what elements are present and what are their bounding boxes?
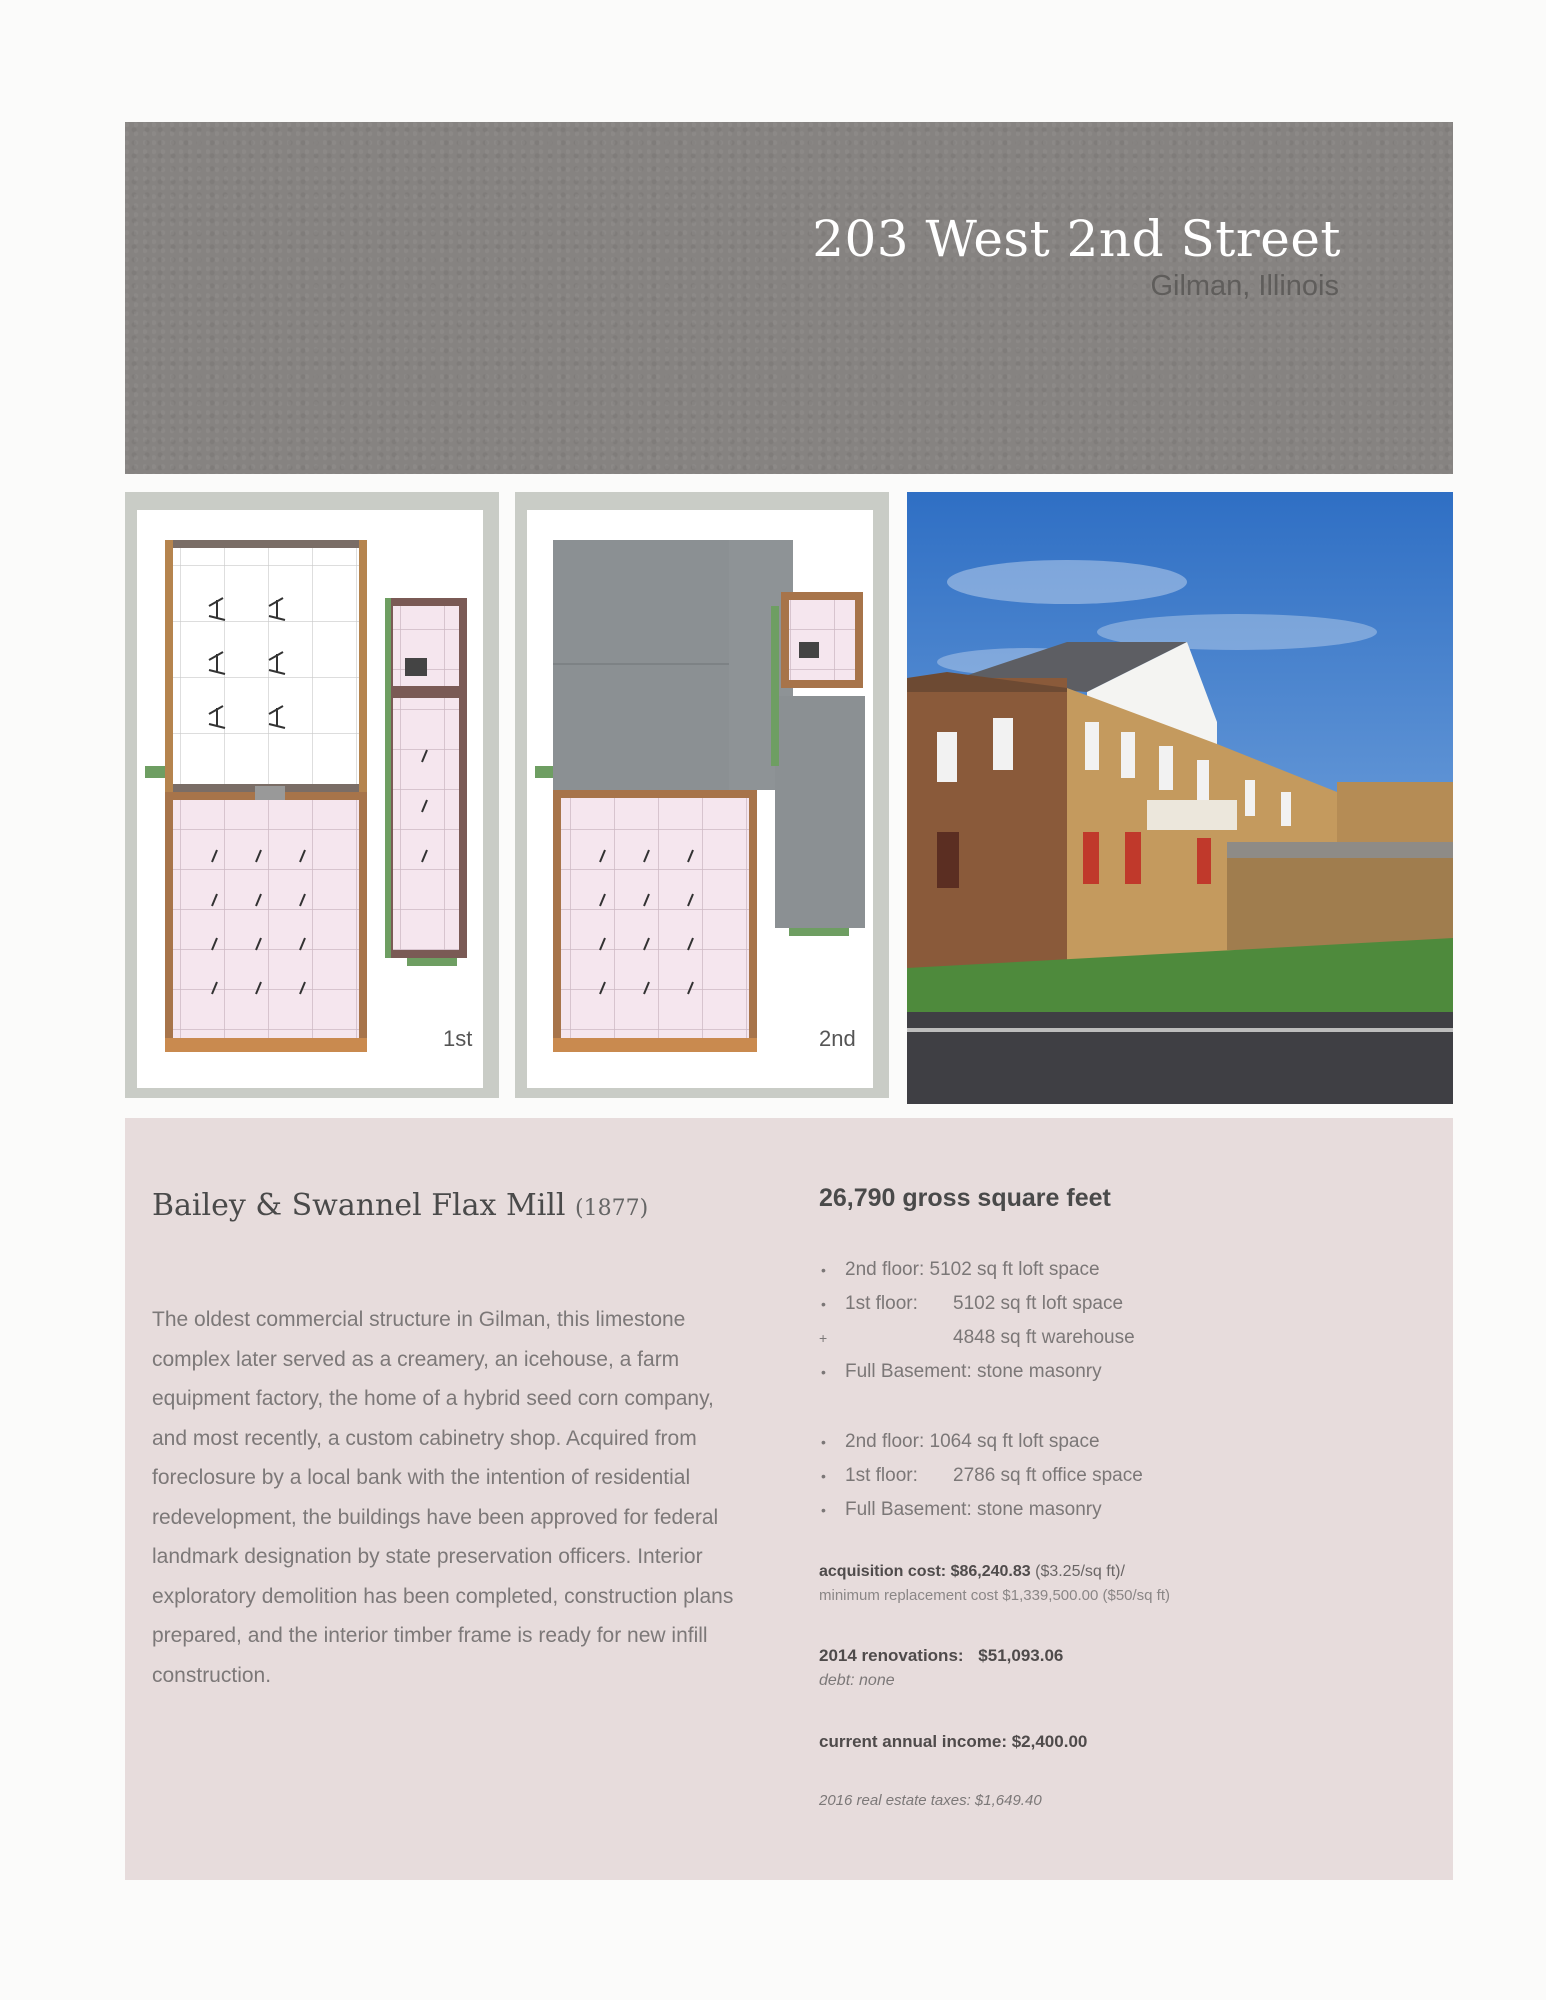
spec-text: Full Basement: stone masonry bbox=[845, 1499, 1102, 1520]
list-item bbox=[819, 1355, 1419, 1389]
spec-text: 2nd floor: 1064 sq ft loft space bbox=[845, 1431, 1100, 1452]
specs-column bbox=[819, 1184, 1419, 1809]
acquisition-label: acquisition cost: bbox=[819, 1563, 947, 1580]
floorplan-1st bbox=[125, 492, 499, 1098]
mill-heading bbox=[152, 1188, 648, 1223]
spec-label: 1st floor: bbox=[845, 1465, 918, 1486]
spec-text: Full Basement: stone masonry bbox=[845, 1361, 1102, 1382]
real-estate-taxes: 2016 real estate taxes: $1,649.40 bbox=[819, 1792, 1042, 1809]
spec-label: 1st floor: bbox=[845, 1293, 918, 1314]
spec-text: 4848 sq ft warehouse bbox=[953, 1327, 1135, 1348]
floorplan-1st-drawing bbox=[137, 510, 483, 1088]
gross-square-feet: 26,790 gross square feet bbox=[819, 1184, 1111, 1212]
mill-name: Bailey & Swannel Flax Mill bbox=[152, 1188, 566, 1223]
spec-text: 2nd floor: 5102 sq ft loft space bbox=[845, 1259, 1100, 1280]
spec-text: 2786 sq ft office space bbox=[953, 1465, 1143, 1486]
list-item bbox=[819, 1459, 1419, 1493]
floorplan-2nd-canvas bbox=[527, 510, 873, 1088]
acquisition-rate: ($3.25/sq ft)/ bbox=[1035, 1563, 1125, 1580]
spec-list-1 bbox=[819, 1253, 1419, 1389]
debt: debt: none bbox=[819, 1672, 895, 1689]
renovations bbox=[819, 1646, 1419, 1666]
list-item bbox=[819, 1253, 1419, 1287]
address-title: 203 West 2nd Street bbox=[812, 210, 1341, 268]
building-photo-drawing bbox=[907, 492, 1453, 1104]
spec-list-2 bbox=[819, 1425, 1419, 1527]
renovations-value: $51,093.06 bbox=[978, 1646, 1064, 1665]
floorplan-1st-canvas bbox=[137, 510, 483, 1088]
list-item bbox=[819, 1321, 1419, 1355]
annual-income bbox=[819, 1732, 1419, 1752]
acquisition-cost bbox=[819, 1563, 1419, 1581]
replacement-cost: minimum replacement cost $1,339,500.00 ($50/sq ft) bbox=[819, 1587, 1171, 1604]
list-item bbox=[819, 1425, 1419, 1459]
spec-text: 5102 sq ft loft space bbox=[953, 1293, 1124, 1314]
header-banner bbox=[125, 122, 1453, 474]
acquisition-value: $86,240.83 bbox=[950, 1563, 1031, 1580]
building-photo bbox=[907, 492, 1453, 1104]
city-subtitle: Gilman, Illinois bbox=[1150, 270, 1339, 302]
renovations-label: 2014 renovations: bbox=[819, 1646, 964, 1665]
income-label: current annual income: bbox=[819, 1732, 1007, 1751]
income-value: $2,400.00 bbox=[1011, 1732, 1088, 1751]
list-item bbox=[819, 1287, 1419, 1321]
floor-label-2nd: 2nd bbox=[819, 1026, 856, 1051]
list-item bbox=[819, 1493, 1419, 1527]
mill-description: The oldest commercial structure in Gilman, this limestone complex later served as a creamery, an icehouse, a farm equipment factory, the home of a hybrid seed corn company, and most recently, a custom cabinetry shop. Acquired from foreclosure by a local bank with the intention of residential redevelopment, the buildings have been approved for federal landmark designation by state preservation officers. Interior exploratory demolition has been completed, construction plans prepared, and the interior timber frame is ready for new infill construction. bbox=[152, 1308, 734, 1687]
floorplan-2nd bbox=[515, 492, 889, 1098]
floor-label-1st: 1st bbox=[443, 1026, 473, 1051]
mill-year: (1877) bbox=[575, 1196, 649, 1221]
floorplan-2nd-drawing bbox=[527, 510, 873, 1088]
info-panel bbox=[125, 1118, 1453, 1880]
